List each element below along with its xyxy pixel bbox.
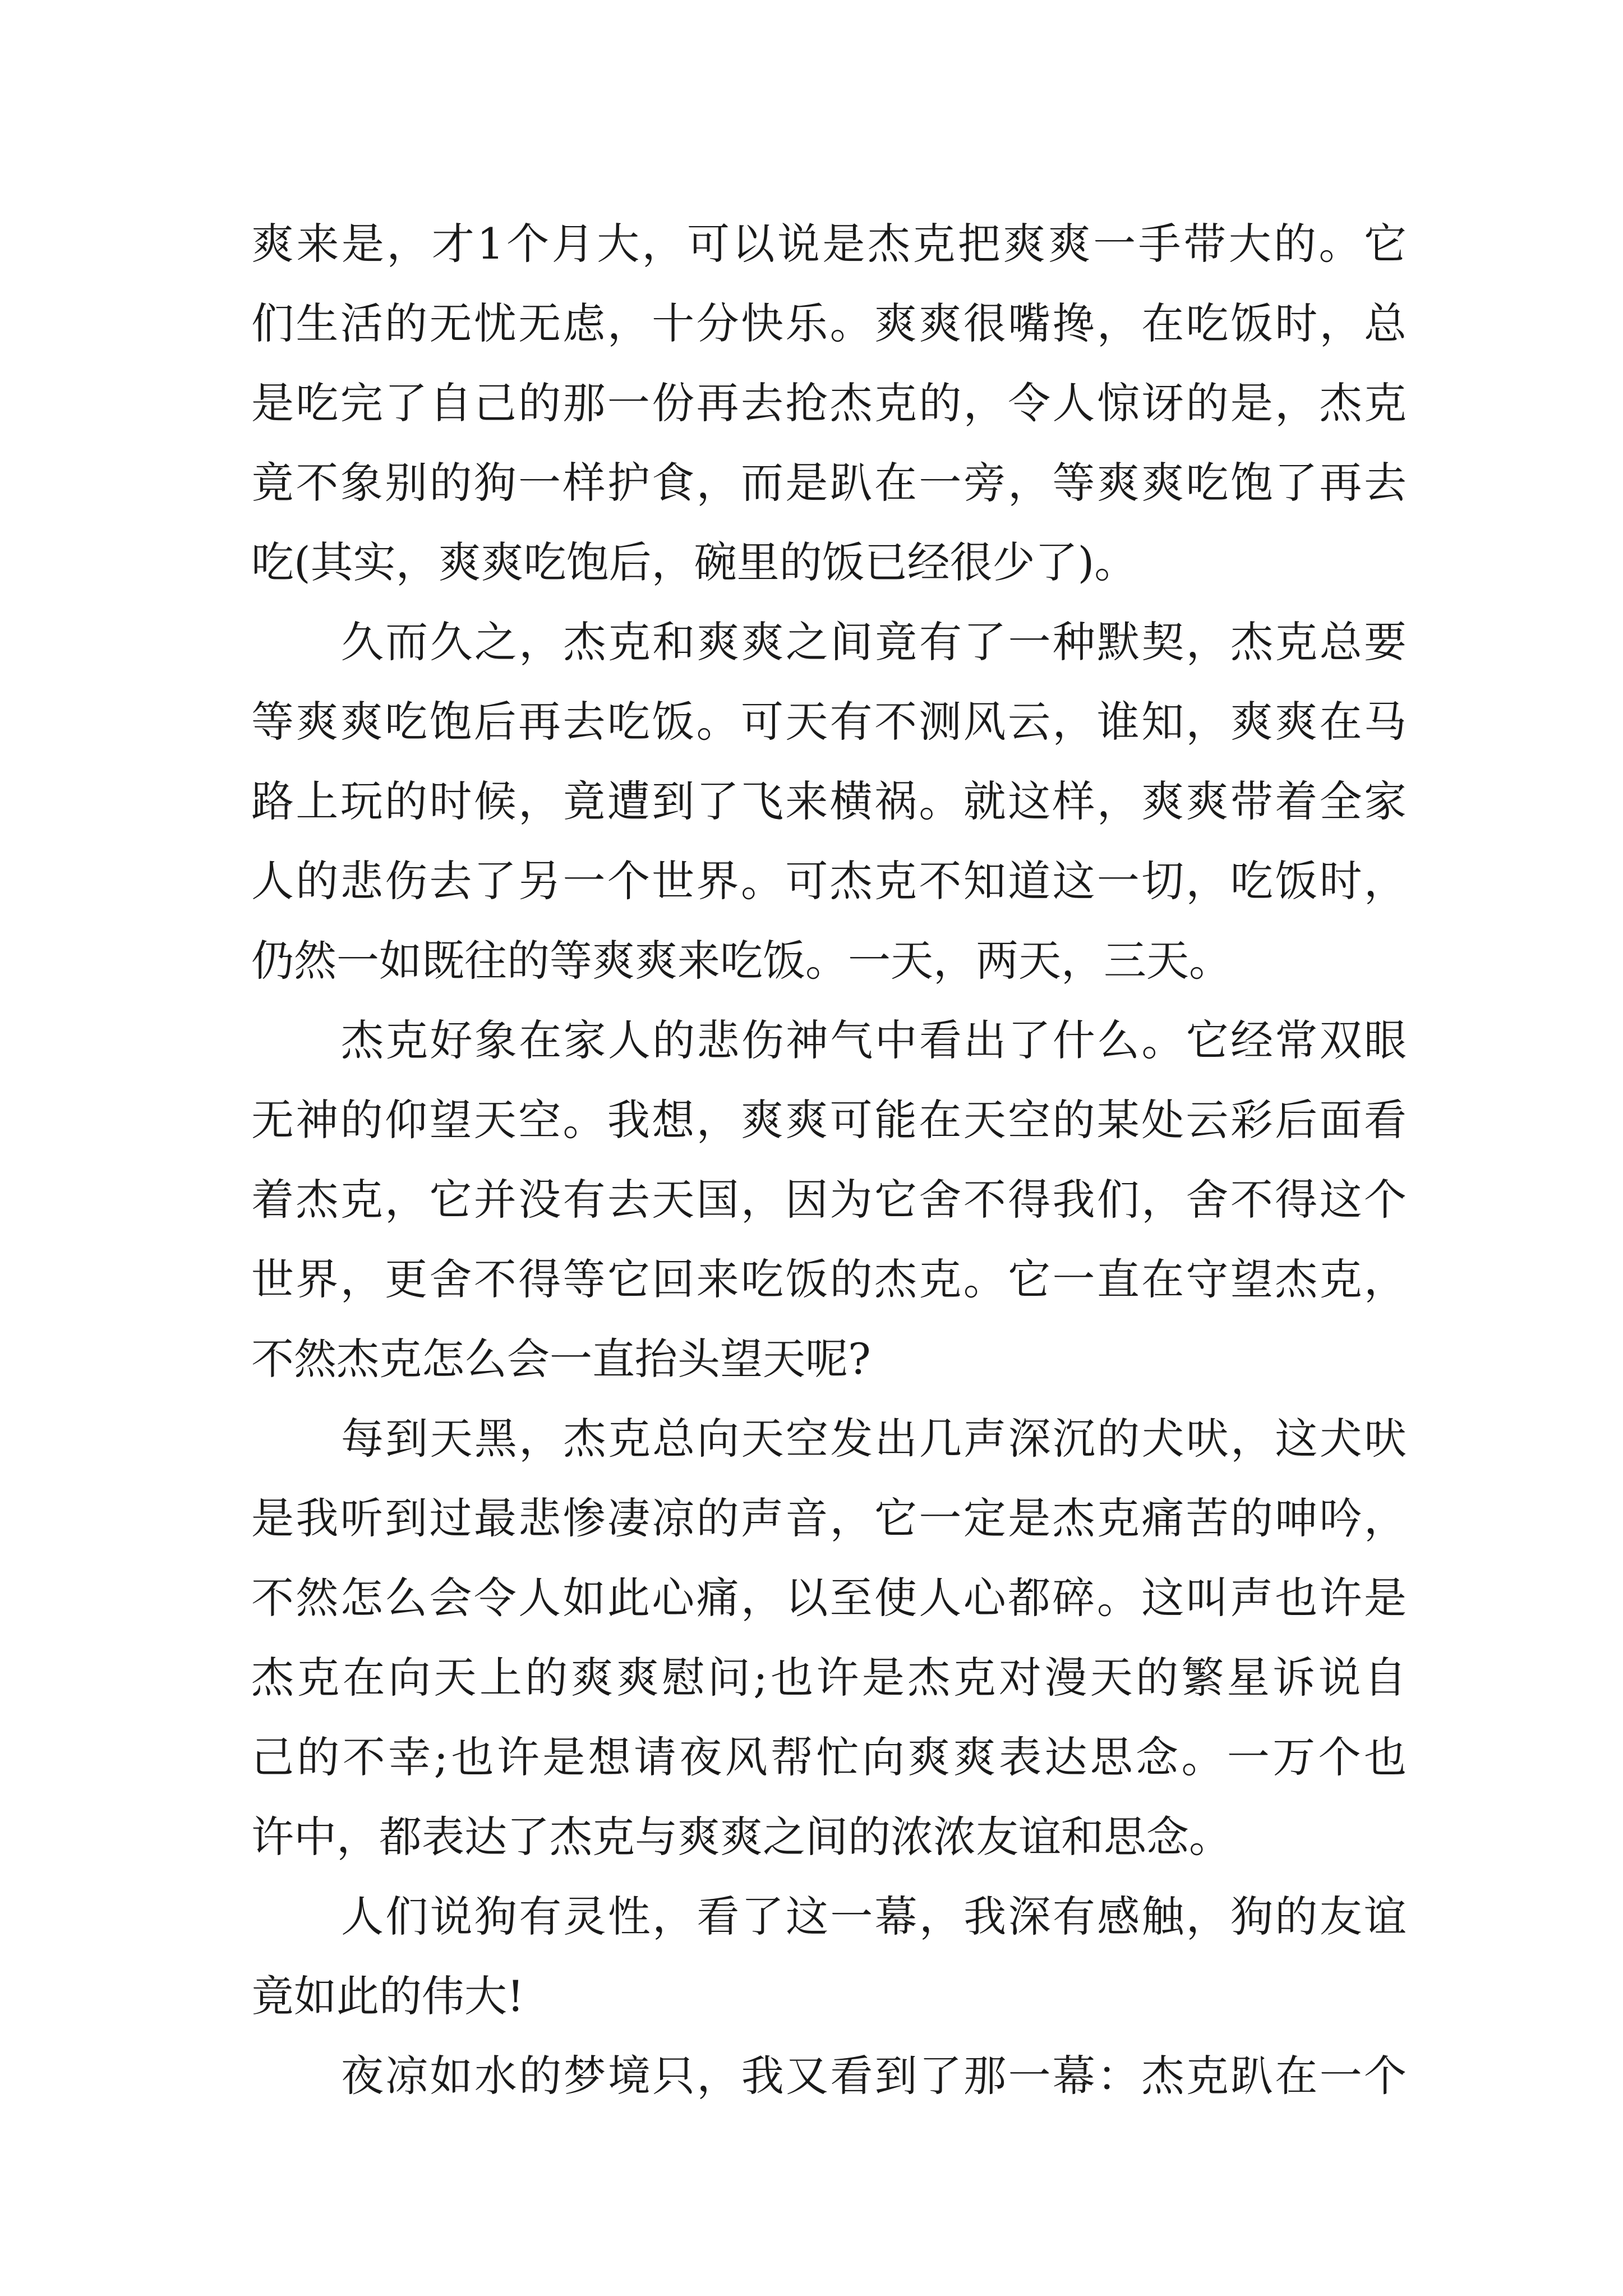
text-line: 们生活的无忧无虑，十分快乐。爽爽很嘴搀，在吃饭时，总 [251, 298, 1407, 348]
text-line: 竟不象别的狗一样护食，而是趴在一旁，等爽爽吃饱了再去 [251, 458, 1407, 508]
text-line: 爽来是，才1个月大，可以说是杰克把爽爽一手带大的。它 [251, 219, 1407, 269]
text-line: 不然怎么会令人如此心痛，以至使人心都碎。这叫声也许是 [251, 1573, 1407, 1623]
paragraph-first-line: 人们说狗有灵性，看了这一幕，我深有感触，狗的友谊 [341, 1892, 1407, 1941]
text-line: 仍然一如既往的等爽爽来吃饭。一天，两天，三天。 [251, 936, 1232, 986]
paragraph-first-line: 杰克好象在家人的悲伤神气中看出了什么。它经常双眼 [341, 1015, 1407, 1065]
text-line: 许中，都表达了杰克与爽爽之间的浓浓友谊和思念。 [251, 1812, 1232, 1862]
paragraph-first-line: 夜凉如水的梦境只，我又看到了那一幕：杰克趴在一个 [341, 2051, 1407, 2101]
text-line: 人的悲伤去了另一个世界。可杰克不知道这一切，吃饭时， [251, 856, 1407, 906]
text-line: 是我听到过最悲惨凄凉的声音，它一定是杰克痛苦的呻吟， [251, 1493, 1407, 1543]
paragraph-first-line: 每到天黑，杰克总向天空发出几声深沉的犬吠，这犬吠 [341, 1414, 1407, 1464]
text-line: 杰克在向天上的爽爽慰问;也许是杰克对漫天的繁星诉说自 [251, 1653, 1407, 1703]
text-line: 无神的仰望天空。我想，爽爽可能在天空的某处云彩后面看 [251, 1095, 1407, 1145]
text-line: 世界，更舍不得等它回来吃饭的杰克。它一直在守望杰克， [251, 1254, 1407, 1304]
text-line: 路上玩的时候，竟遭到了飞来横祸。就这样，爽爽带着全家 [251, 776, 1407, 826]
text-line: 不然杰克怎么会一直抬头望天呢? [251, 1334, 871, 1384]
paragraph-first-line: 久而久之，杰克和爽爽之间竟有了一种默契，杰克总要 [341, 617, 1407, 667]
text-line: 等爽爽吃饱后再去吃饭。可天有不测风云，谁知，爽爽在马 [251, 697, 1407, 747]
text-line: 竟如此的伟大! [251, 1971, 524, 2021]
text-line: 己的不幸;也许是想请夜风帮忙向爽爽表达思念。一万个也 [251, 1732, 1407, 1782]
text-line: 着杰克，它并没有去天国，因为它舍不得我们，舍不得这个 [251, 1175, 1407, 1225]
text-line: 吃(其实，爽爽吃饱后，碗里的饭已经很少了)。 [251, 537, 1137, 587]
text-line: 是吃完了自己的那一份再去抢杰克的，令人惊讶的是，杰克 [251, 378, 1407, 428]
